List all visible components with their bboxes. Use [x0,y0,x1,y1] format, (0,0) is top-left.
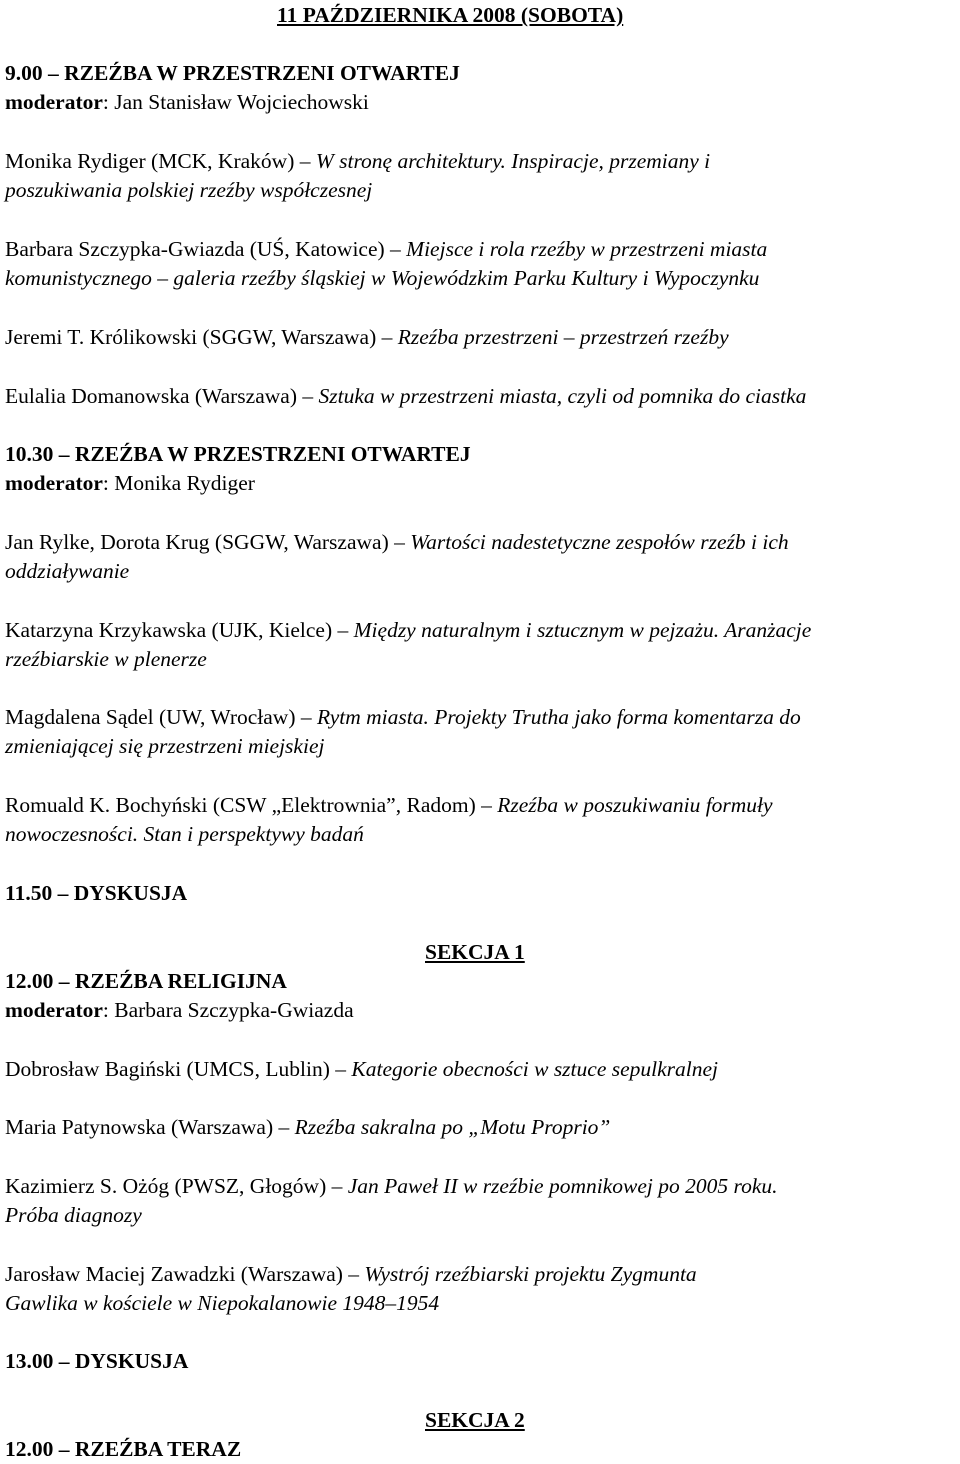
talk-entry [5,1260,697,1289]
talk-speaker: Monika Rydiger (MCK, Kraków) – [5,149,316,173]
talk-entry [5,616,811,645]
session-heading: 10.30 – RZEŹBA W PRZESTRZENI OTWARTEJ [5,442,471,466]
moderator-name: : Barbara Szczypka-Gwiazda [102,998,354,1022]
talk-speaker: Dobrosław Bagiński (UMCS, Lublin) – [5,1057,352,1081]
talk-title: Między naturalnym i sztucznym w pejzażu. Aranżacje [353,618,812,642]
moderator-label: moderator [5,471,103,495]
talk-speaker: Barbara Szczypka-Gwiazda (UŚ, Katowice) – [5,237,407,261]
section-label: SEKCJA 1 [425,940,525,964]
talk-entry [5,791,773,820]
talk-title: Rzeźba sakralna po „Motu Proprio” [294,1115,611,1139]
talk-title-continued: poszukiwania polskiej rzeźby współczesnej [5,178,373,202]
talk-title-continued: rzeźbiarskie w plenerze [5,647,207,671]
talk-entry [5,323,729,352]
moderator-label: moderator [5,998,103,1022]
talk-entry [5,1113,610,1142]
talk-speaker: Jarosław Maciej Zawadzki (Warszawa) – [5,1262,365,1286]
talk-title: Jan Paweł II w rzeźbie pomnikowej po 2005 roku. [347,1174,778,1198]
discussion-heading: 11.50 – DYSKUSJA [5,881,188,905]
talk-entry [5,382,806,411]
talk-speaker: Magdalena Sądel (UW, Wrocław) – [5,705,317,729]
talk-speaker: Jan Rylke, Dorota Krug (SGGW, Warszawa) – [5,530,411,554]
moderator-line [5,469,255,498]
moderator-line [5,996,354,1025]
talk-title: Kategorie obecności w sztuce sepulkralnej [351,1057,719,1081]
talk-title-continued: Próba diagnozy [5,1203,142,1227]
talk-title: Sztuka w przestrzeni miasta, czyli od pomnika do ciastka [318,384,807,408]
talk-entry [5,1172,778,1201]
discussion-heading: 13.00 – DYSKUSJA [5,1349,189,1373]
moderator-line [5,88,369,117]
talk-title-continued: zmieniającej się przestrzeni miejskiej [5,734,325,758]
session-heading: 12.00 – RZEŹBA TERAZ [5,1437,242,1461]
session-heading: 9.00 – RZEŹBA W PRZESTRZENI OTWARTEJ [5,61,460,85]
moderator-name: : Monika Rydiger [102,471,255,495]
talk-speaker: Kazimierz S. Ożóg (PWSZ, Głogów) – [5,1174,348,1198]
talk-title-continued: oddziaływanie [5,559,130,583]
talk-title: W stronę architektury. Inspiracje, przemiany i [315,149,711,173]
talk-title: Rzeźba przestrzeni – przestrzeń rzeźby [397,325,729,349]
talk-title: Rzeźba w poszukiwaniu formuły [497,793,773,817]
talk-title-continued: Gawlika w kościele w Niepokalanowie 1948–1954 [5,1291,440,1315]
talk-entry [5,147,710,176]
moderator-name: : Jan Stanisław Wojciechowski [102,90,369,114]
section-label: SEKCJA 2 [425,1408,525,1432]
talk-speaker: Eulalia Domanowska (Warszawa) – [5,384,319,408]
talk-title-continued: nowoczesności. Stan i perspektywy badań [5,822,364,846]
talk-speaker: Romuald K. Bochyński (CSW „Elektrownia”, Radom) – [5,793,498,817]
date-header: 11 PAŹDZIERNIKA 2008 (SOBOTA) [277,3,624,27]
talk-title: Miejsce i rola rzeźby w przestrzeni miasta [406,237,768,261]
talk-title-continued: komunistycznego – galeria rzeźby śląskiej w Wojewódzkim Parku Kultury i Wypoczynku [5,266,760,290]
talk-entry [5,1055,718,1084]
talk-speaker: Katarzyna Krzykawska (UJK, Kielce) – [5,618,354,642]
talk-entry [5,703,801,732]
talk-speaker: Maria Patynowska (Warszawa) – [5,1115,295,1139]
talk-title: Wartości nadestetyczne zespołów rzeźb i ich [410,530,789,554]
talk-speaker: Jeremi T. Królikowski (SGGW, Warszawa) – [5,325,398,349]
talk-entry [5,235,767,264]
session-heading: 12.00 – RZEŹBA RELIGIJNA [5,969,287,993]
talk-entry [5,528,789,557]
talk-title: Rytm miasta. Projekty Trutha jako forma komentarza do [316,705,801,729]
moderator-label: moderator [5,90,103,114]
talk-title: Wystrój rzeźbiarski projektu Zygmunta [364,1262,697,1286]
